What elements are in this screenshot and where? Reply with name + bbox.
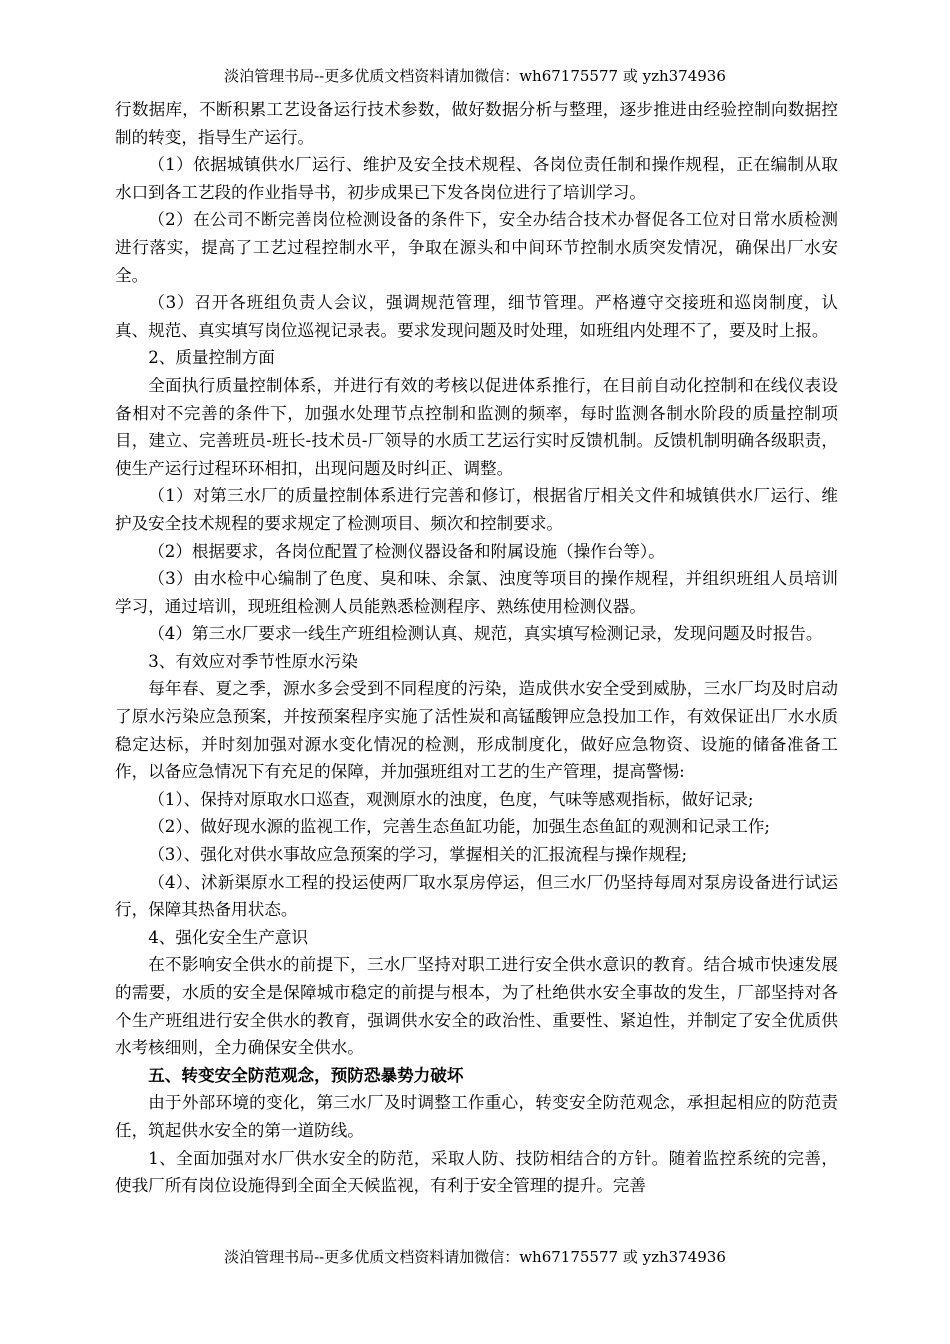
list-item: （1）、保持对原取水口巡查，观测原水的浊度，色度，气味等感观指标，做好记录;	[148, 789, 754, 809]
page-footer: 淡泊管理书局--更多优质文档资料请加微信：wh67175577 或 yzh374936	[224, 1248, 726, 1266]
list-item: （2）根据要求，各岗位配置了检测仪器设备和附属设施（操作台等）。	[148, 541, 665, 561]
list-item: （1）对第三水厂的质量控制体系进行完善和修订，根据省厅相关文件和城镇供水厂运行、维护及安全技术规程的要求规定了检测项目、频次和控制要求。	[115, 486, 838, 533]
list-item: （4）、沭新渠原水工程的投运使两厂取水泵房停运，但三水厂仍坚持每周对泵房设备进行试运行，保障其热备用状态。	[115, 872, 838, 920]
paragraph: 全面执行质量控制体系，并进行有效的考核以促进体系推行，在目前自动化控制和在线仪表设备相对不完善的条件下，加强水处理节点控制和监测的频率，每时监测各制水阶段的质量控制项目，建立、完善班员-班长-技术员-厂领导的水质工艺运行实时反馈机制。反馈机制明确各级职责，使生产运行过程环环相扣，出现问题及时纠正、调整。	[115, 375, 838, 478]
list-item: （4）第三水厂要求一线生产班组检测认真、规范，真实填写检测记录，发现问题及时报告。	[148, 624, 823, 644]
page-header: 淡泊管理书局--更多优质文档资料请加微信：wh67175577 或 yzh374936	[224, 67, 726, 85]
paragraph: 在不影响安全供水的前提下，三水厂坚持对职工进行安全供水意识的教育。结合城市快速发展的需要，水质的安全是保障城市稳定的前提与根本，为了杜绝供水安全事故的发生，厂部坚持对各个生产班组进行安全供水的教育，强调供水安全的政治性、重要性、紧迫性，并制定了安全优质供水考核细则，全力确保安全供水。	[115, 955, 838, 1058]
section-heading: 3、有效应对季节性原水污染	[148, 651, 358, 671]
paragraph: 由于外部环境的变化，第三水厂及时调整工作重心，转变安全防范观念，承担起相应的防范责任，筑起供水安全的第一道防线。	[115, 1093, 838, 1140]
list-item: （3）召开各班组负责人会议，强调规范管理，细节管理。严格遵守交接班和巡岗制度，认真、规范、真实填写岗位巡视记录表。要求发现问题及时处理，如班组内处理不了，要及时上报。	[115, 293, 838, 340]
paragraph-continuation: 行数据库，不断积累工艺设备运行技术参数，做好数据分析与整理，逐步推进由经验控制向数据控制的转变，指导生产运行。	[115, 100, 838, 147]
section-heading: 2、质量控制方面	[148, 348, 275, 368]
list-item: （2）、做好现水源的监视工作，完善生态鱼缸功能，加强生态鱼缸的观测和记录工作;	[148, 817, 771, 837]
list-item: （1）依据城镇供水厂运行、维护及安全技术规程、各岗位责任制和操作规程，正在编制从取水口到各工艺段的作业指导书，初步成果已下发各岗位进行了培训学习。	[115, 155, 838, 202]
document-body	[115, 96, 838, 1200]
chapter-heading: 五、转变安全防范观念，预防恐暴势力破坏	[148, 1064, 464, 1085]
paragraph: 每年春、夏之季，源水多会受到不同程度的污染，造成供水安全受到威胁，三水厂均及时启动了原水污染应急预案，并按预案程序实施了活性炭和高锰酸钾应急投加工作，有效保证出厂水水质稳定达标，并时刻加强对源水变化情况的检测，形成制度化，做好应急物资、设施的储备准备工作，以备应急情况下有充足的保障，并加强班组对工艺的生产管理，提高警惕:	[115, 679, 838, 782]
list-item: （3）、强化对供水事故应急预案的学习，掌握相关的汇报流程与操作规程;	[148, 845, 688, 865]
list-item: （2）在公司不断完善岗位检测设备的条件下，安全办结合技术办督促各工位对日常水质检测进行落实，提高了工艺过程控制水平，争取在源头和中间环节控制水质突发情况，确保出厂水安全。	[115, 210, 838, 285]
list-item: （3）由水检中心编制了色度、臭和味、余氯、浊度等项目的操作规程，并组织班组人员培训学习，通过培训，现班组检测人员能熟悉检测程序、熟练使用检测仪器。	[115, 569, 838, 616]
paragraph: 1、全面加强对水厂供水安全的防范，采取人防、技防相结合的方针。随着监控系统的完善，使我厂所有岗位设施得到全面全天候监视，有利于安全管理的提升。完善	[115, 1148, 838, 1196]
section-heading: 4、强化安全生产意识	[148, 927, 309, 947]
